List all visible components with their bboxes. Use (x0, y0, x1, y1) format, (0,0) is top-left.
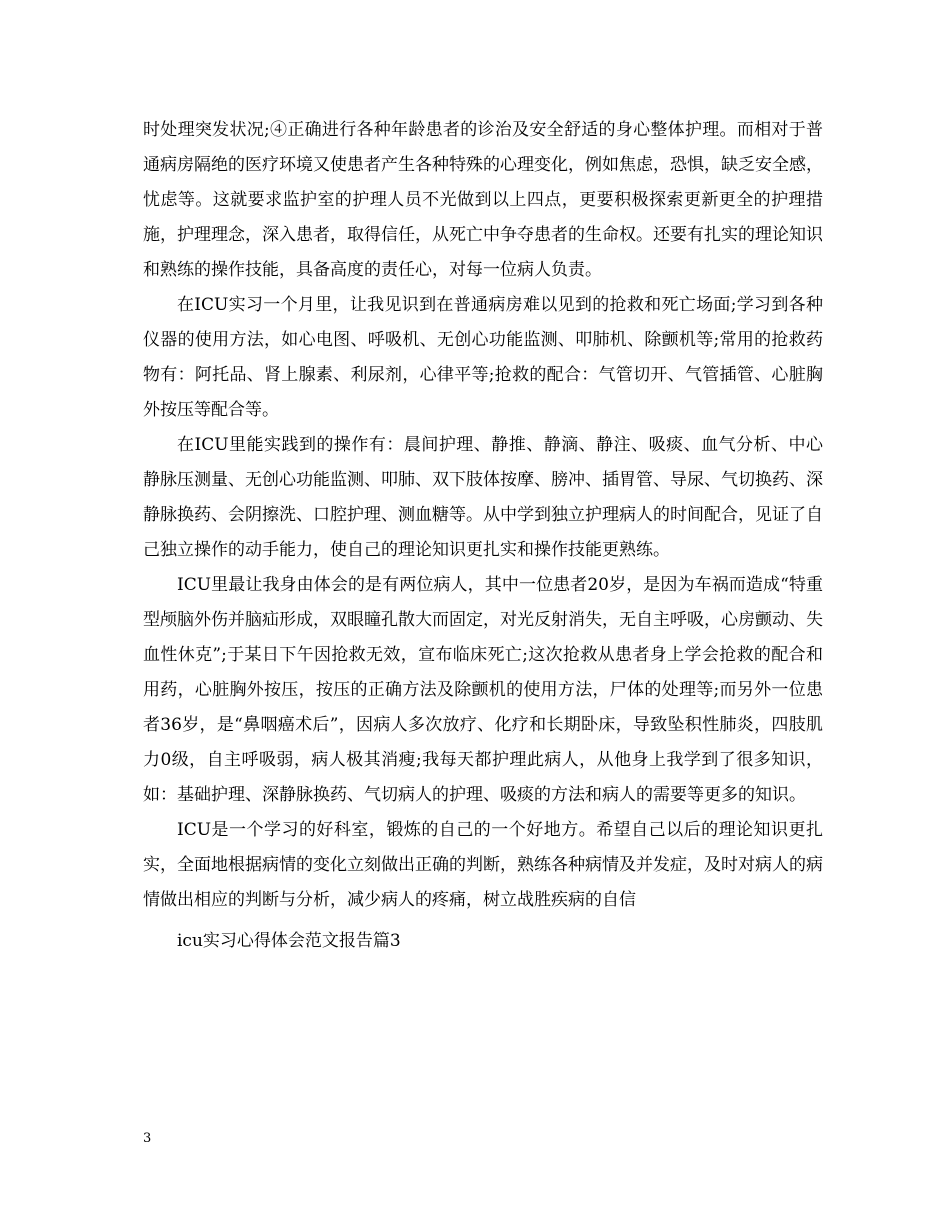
paragraph-icu-internship: 在ICU实习一个月里，让我见识到在普通病房难以见到的抢救和死亡场面;学习到各种仪器的使用方法，如心电图、呼吸机、无创心功能监测、叩肺机、除颤机等;常用的抢救药物有：阿托品、肾上腺素、利尿剂，心律平等;抢救的配合：气管切开、气管插管、心脏胸外按压等配合等。 (143, 295, 823, 420)
paragraph-continuation: 时处理突发状况;④正确进行各种年龄患者的诊治及安全舒适的身心整体护理。而相对于普通病房隔绝的医疗环境又使患者产生各种特殊的心理变化，例如焦虑，恐惧，缺乏安全感，忧虑等。这就要求监护室的护理人员不光做到以上四点，更要积极探索更新更全的护理措施，护理理念，深入患者，取得信任，从死亡中争夺患者的生命权。还要有扎实的理论知识和熟练的操作技能，具备高度的责任心，对每一位病人负责。 (143, 120, 823, 280)
section-heading: icu实习心得体会范文报告篇3 (177, 931, 401, 951)
paragraph-two-patients: ICU里最让我身由体会的是有两位病人，其中一位患者20岁，是因为车祸而造成“特重型颅脑外伤并脑疝形成，双眼瞳孔散大而固定，对光反射消失，无自主呼吸，心房颤动、失血性休克”;于某日下午因抢救无效，宣布临床死亡;这次抢救从患者身上学会抢救的配合和用药，心脏胸外按压，按压的正确方法及除颤机的使用方法，尸体的处理等;而另外一位患者36岁，是“鼻咽癌术后”，因病人多次放疗、化疗和长期卧床，导致坠积性肺炎，四肢肌力0级，自主呼吸弱，病人极其消瘦;我每天都护理此病人，从他身上我学到了很多知识，如：基础护理、深静脉换药、气切病人的护理、吸痰的方法和病人的需要等更多的知识。 (143, 575, 823, 805)
page-number: 3 (143, 1131, 152, 1146)
document-body (143, 113, 823, 959)
paragraph-conclusion: ICU是一个学习的好科室，锻炼的自己的一个好地方。希望自己以后的理论知识更扎实，全面地根据病情的变化立刻做出正确的判断，熟练各种病情及并发症，及时对病人的病情做出相应的判断与分析，减少病人的疼痛，树立战胜疾病的自信 (143, 820, 823, 910)
paragraph-icu-operations: 在ICU里能实践到的操作有：晨间护理、静推、静滴、静注、吸痰、血气分析、中心静脉压测量、无创心功能监测、叩肺、双下肢体按摩、膀冲、插胃管、导尿、气切换药、深静脉换药、会阴擦洗、口腔护理、测血糖等。从中学到独立护理病人的时间配合，见证了自己独立操作的动手能力，使自己的理论知识更扎实和操作技能更熟练。 (143, 435, 823, 560)
